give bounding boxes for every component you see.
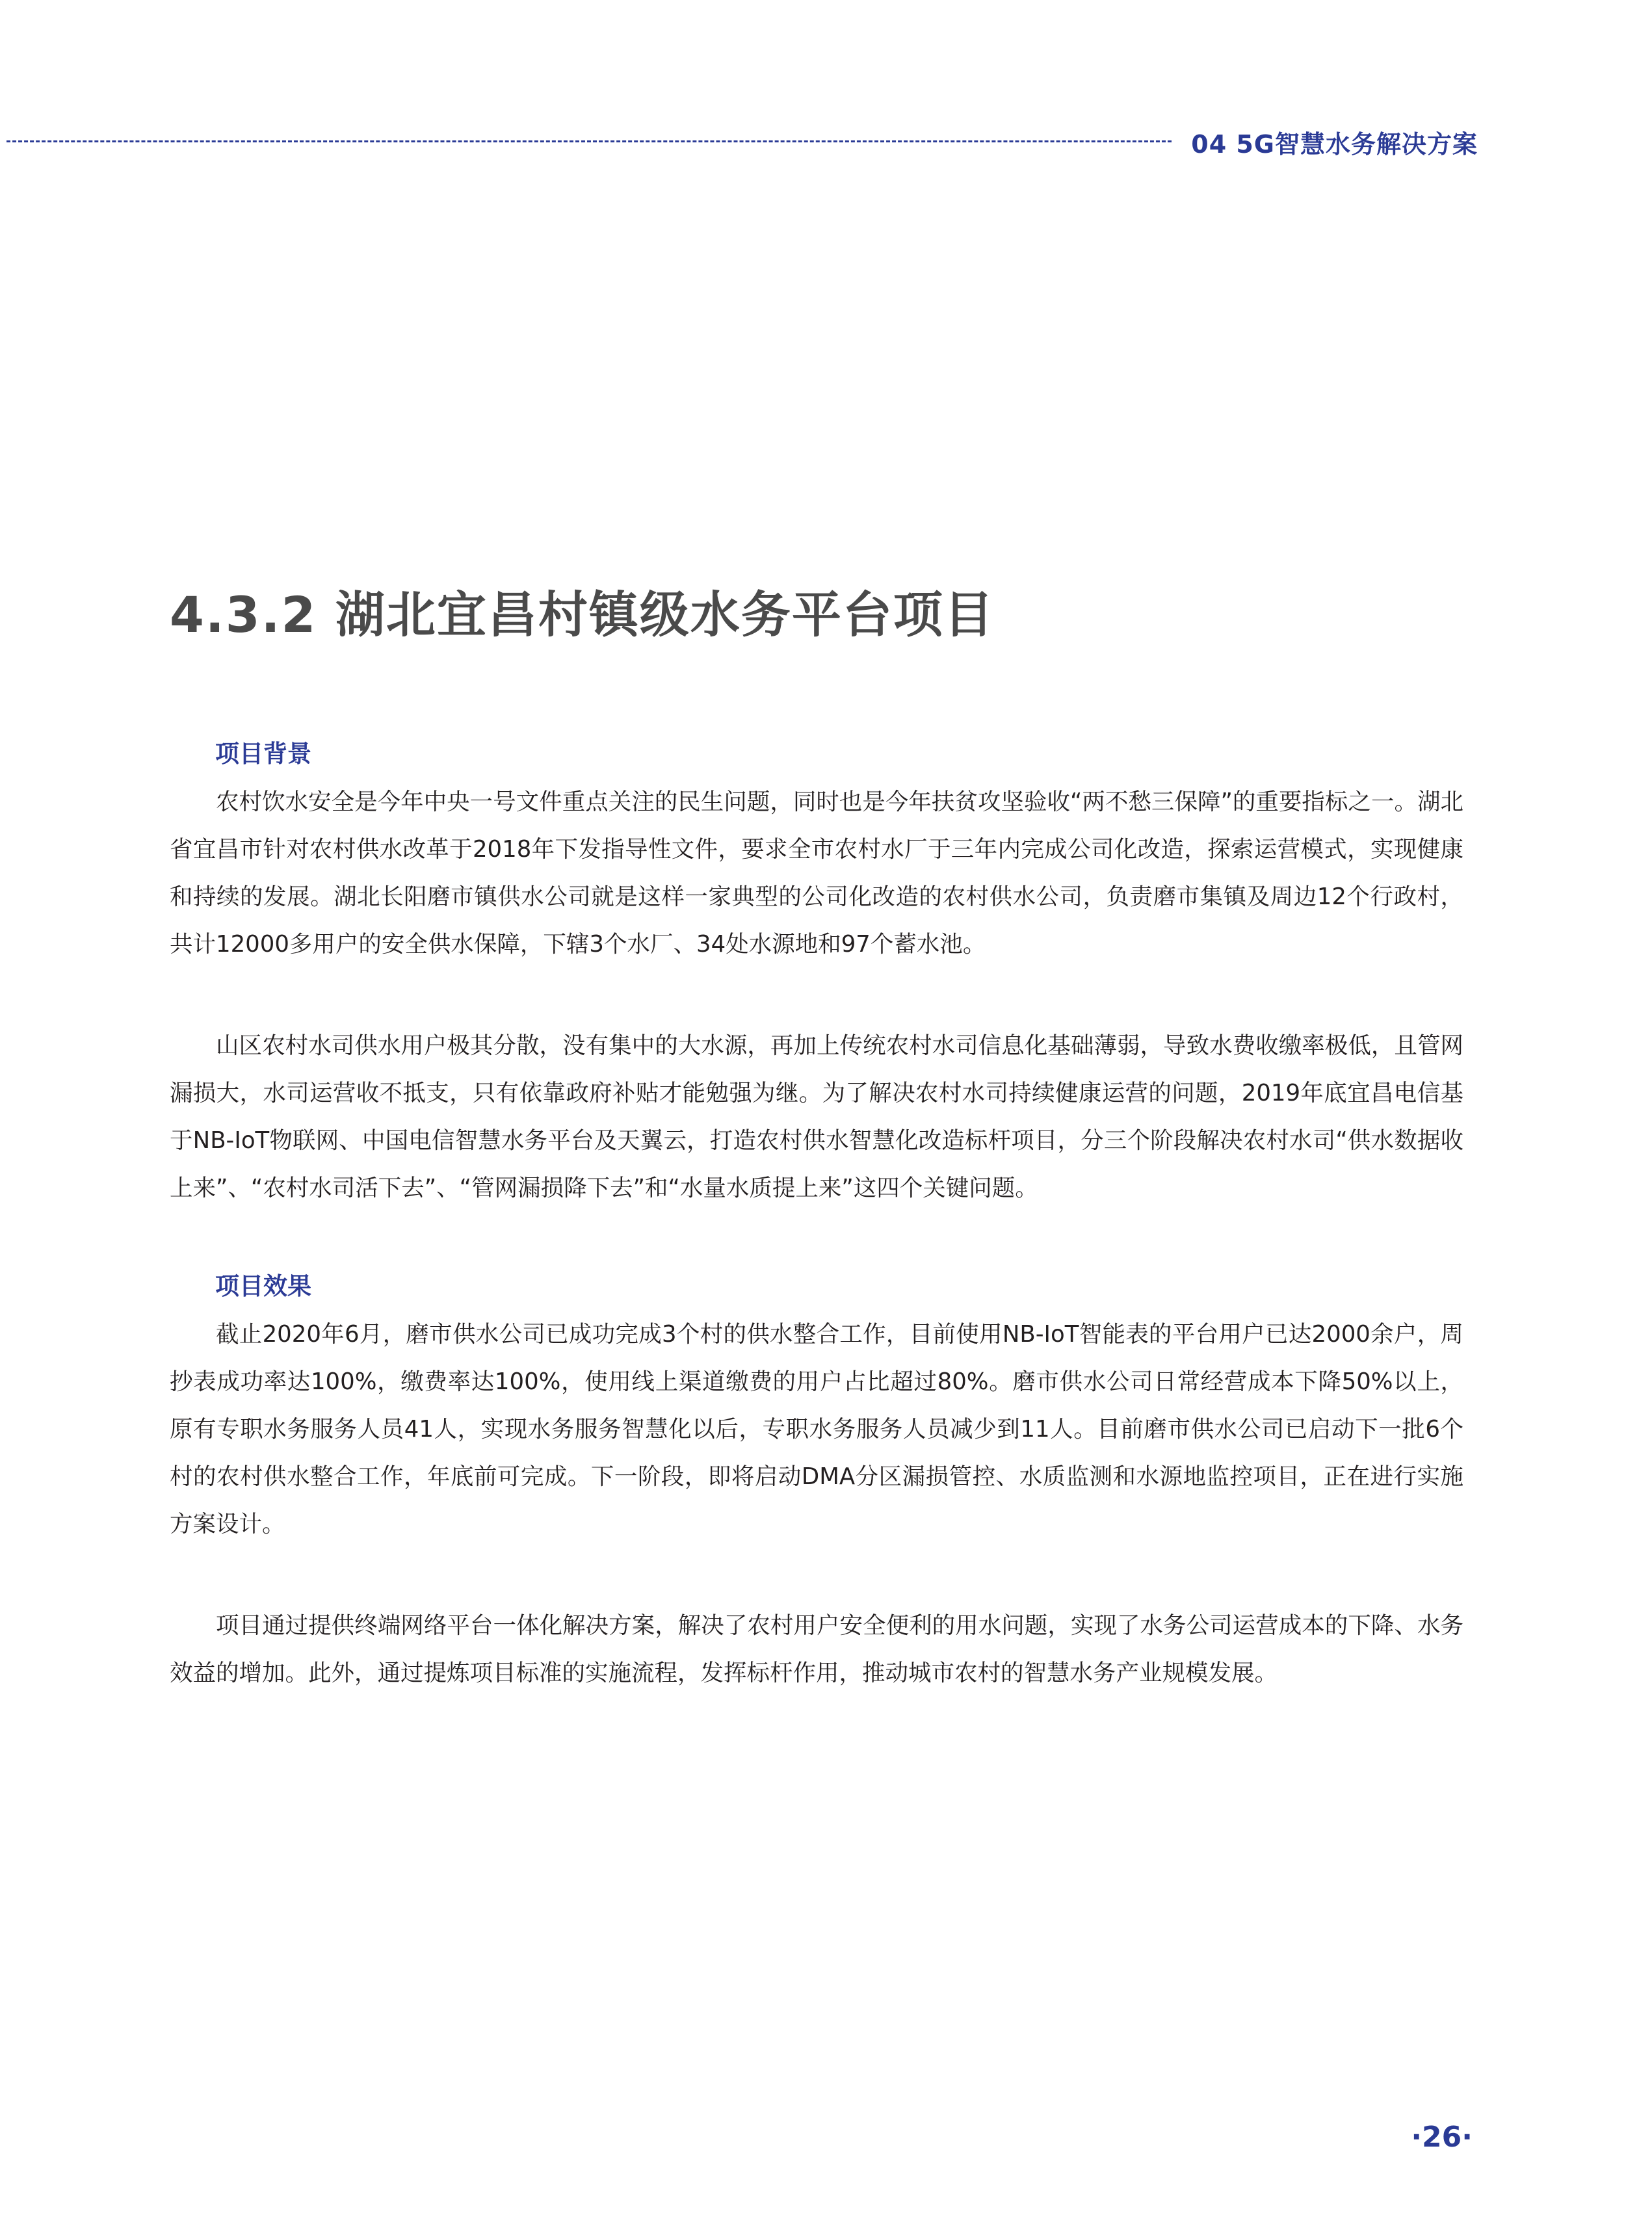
paragraph-effect-2: 项目通过提供终端网络平台一体化解决方案，解决了农村用户安全便利的用水问题，实现了水务公司运营成本的下降、水务效益的增加。此外，通过提炼项目标准的实施流程，发挥标杆作用，推动城市农村的智慧水务产业规模发展。 — [170, 1612, 1463, 1686]
paragraph-background-2: 山区农村水司供水用户极其分散，没有集中的大水源，再加上传统农村水司信息化基础薄弱，导致水费收缴率极低，且管网漏损大，水司运营收不抵支，只有依靠政府补贴才能勉强为继。为了解决农村水司持续健康运营的问题，2019年底宜昌电信基于NB-IoT物联网、中国电信智慧水务平台及天翼云，打造农村供水智慧化改造标杆项目，分三个阶段解决农村水司“供水数据收上来”、“农村水司活下去”、“管网漏损降下去”和“水量水质提上来”这四个关键问题。 — [170, 1032, 1463, 1201]
header-section-label: 04 5G智慧水务解决方案 — [1191, 130, 1478, 159]
section-effect — [170, 1270, 1463, 1697]
page-number: ·26· — [1411, 2121, 1473, 2154]
page-title: 4.3.2 湖北宜昌村镇级水务平台项目 — [170, 586, 995, 644]
article-body — [170, 738, 1463, 1697]
section-heading-effect: 项目效果 — [215, 1272, 311, 1300]
header-dashed-divider — [7, 140, 1172, 142]
section-heading-background: 项目背景 — [215, 740, 311, 768]
section-background — [170, 738, 1463, 1212]
paragraph-effect-1: 截止2020年6月，磨市供水公司已成功完成3个村的供水整合工作，目前使用NB-IoT智能表的平台用户已达2000余户，周抄表成功率达100%，缴费率达100%，使用线上渠道缴费的用户占比超过80%。磨市供水公司日常经营成本下降50%以上，原有专职水务服务人员41人，实现水务服务智慧化以后，专职水务服务人员减少到11人。目前磨市供水公司已启动下一批6个村的农村供水整合工作，年底前可完成。下一阶段，即将启动DMA分区漏损管控、水质监测和水源地监控项目，正在进行实施方案设计。 — [170, 1321, 1463, 1537]
paragraph-background-1: 农村饮水安全是今年中央一号文件重点关注的民生问题，同时也是今年扶贫攻坚验收“两不愁三保障”的重要指标之一。湖北省宜昌市针对农村供水改革于2018年下发指导性文件，要求全市农村水厂于三年内完成公司化改造，探索运营模式，实现健康和持续的发展。湖北长阳磨市镇供水公司就是这样一家典型的公司化改造的农村供水公司，负责磨市集镇及周边12个行政村，共计12000多用户的安全供水保障，下辖3个水厂、34处水源地和97个蓄水池。 — [170, 789, 1463, 958]
